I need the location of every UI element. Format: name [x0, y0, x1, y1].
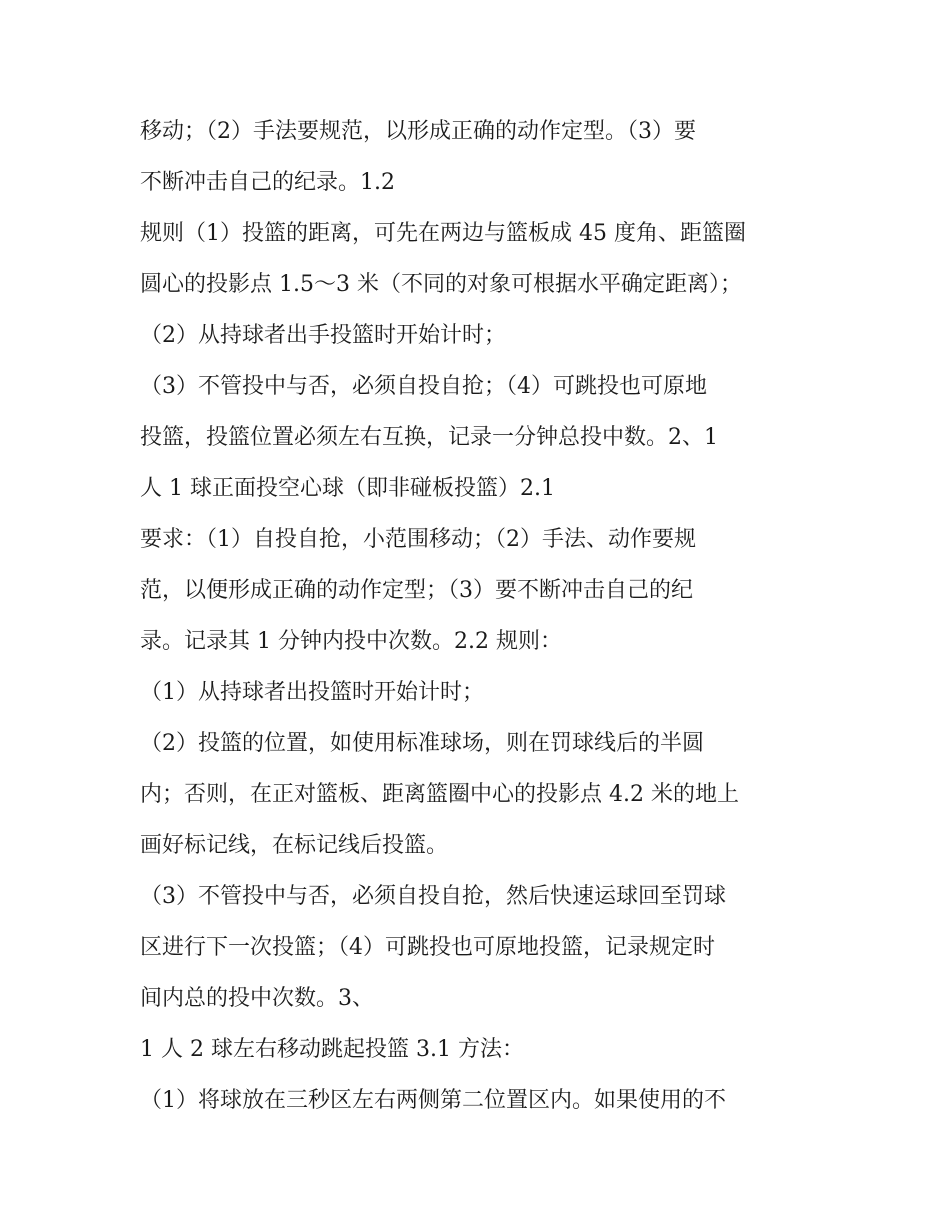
- text-line: （1）从持球者出投篮时开始计时；: [140, 680, 484, 705]
- text-line: 人 1 球正面投空心球（即非碰板投篮）2.1: [140, 476, 555, 501]
- text-line: 不断冲击自己的纪录。1.2: [140, 170, 395, 195]
- text-line: 录。记录其 1 分钟内投中次数。2.2 规则：: [140, 629, 562, 654]
- text-line: （1）将球放在三秒区左右两侧第二位置区内。如果使用的不: [140, 1088, 726, 1113]
- text-line: 规则（1）投篮的距离，可先在两边与篮板成 45 度角、距篮圈: [140, 221, 746, 246]
- text-line: 要求：（1）自投自抢，小范围移动；（2）手法、动作要规: [140, 527, 696, 552]
- text-line: 内；否则，在正对篮板、距离篮圈中心的投影点 4.2 米的地上: [140, 782, 739, 807]
- text-line: 移动；（2）手法要规范，以形成正确的动作定型。（3）要: [140, 119, 696, 144]
- text-line: 区进行下一次投篮；（4）可跳投也可原地投篮，记录规定时: [140, 935, 715, 960]
- text-line: 投篮，投篮位置必须左右互换，记录一分钟总投中数。2、1: [140, 425, 718, 450]
- document-body: [140, 106, 820, 1126]
- text-line: （2）从持球者出手投篮时开始计时；: [140, 323, 506, 348]
- text-line: 画好标记线，在标记线后投篮。: [140, 833, 449, 858]
- text-line: 圆心的投影点 1.5～3 米（不同的对象可根据水平确定距离）；: [140, 272, 742, 297]
- text-line: 间内总的投中次数。3、: [140, 986, 374, 1011]
- text-line: 范，以便形成正确的动作定型；（3）要不断冲击自己的纪: [140, 578, 693, 603]
- text-line: （3）不管投中与否，必须自投自抢，然后快速运球回至罚球: [140, 884, 726, 909]
- text-line: （3）不管投中与否，必须自投自抢；（4）可跳投也可原地: [140, 374, 707, 399]
- text-line: （2）投篮的位置，如使用标准球场，则在罚球线后的半圆: [140, 731, 704, 756]
- text-line: 1 人 2 球左右移动跳起投篮 3.1 方法：: [140, 1037, 524, 1062]
